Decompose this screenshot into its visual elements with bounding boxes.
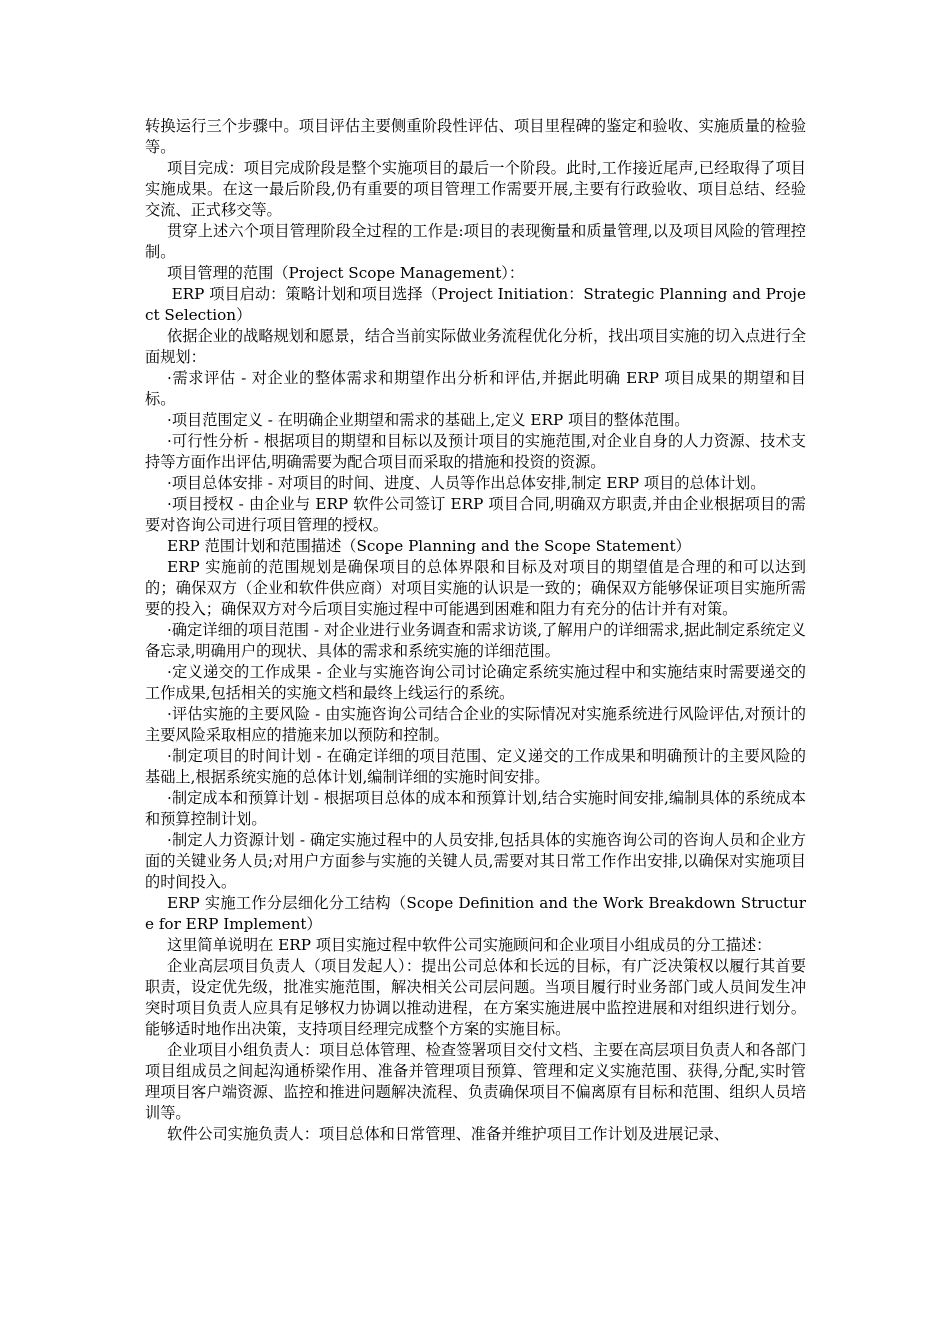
paragraph: ERP 实施前的范围规划是确保项目的总体界限和目标及对项目的期望值是合理的和可以达到的；确保双方（企业和软件供应商）对项目实施的认识是一致的；确保双方能够保证项目实施所需要的投入；确保双方对今后项目实施过程中可能遇到困难和阻力有充分的估计并有对策。 — [145, 558, 806, 618]
paragraph: ERP 项目启动：策略计划和项目选择（Project Initiation：Strategic Planning and Project Selection） — [145, 285, 806, 324]
paragraph: ·制定人力资源计划 - 确定实施过程中的人员安排,包括具体的实施咨询公司的咨询人员和企业方面的关键业务人员;对用户方面参与实施的关键人员,需要对其日常工作作出安排,以确保对实施项目的时间投入。 — [145, 831, 806, 891]
paragraph: ·项目授权 - 由企业与 ERP 软件公司签订 ERP 项目合同,明确双方职责,并由企业根据项目的需要对咨询公司进行项目管理的授权。 — [145, 495, 806, 534]
paragraph: 软件公司实施负责人：项目总体和日常管理、准备并维护项目工作计划及进展记录、 — [167, 1125, 729, 1143]
paragraph: ·定义递交的工作成果 - 企业与实施咨询公司讨论确定系统实施过程中和实施结束时需要递交的工作成果,包括相关的实施文档和最终上线运行的系统。 — [145, 663, 806, 702]
paragraph: ·制定成本和预算计划 - 根据项目总体的成本和预算计划,结合实施时间安排,编制具体的系统成本和预算控制计划。 — [145, 789, 806, 828]
paragraph: ERP 范围计划和范围描述（Scope Planning and the Scope Statement） — [167, 537, 691, 555]
paragraph: 贯穿上述六个项目管理阶段全过程的工作是:项目的表现衡量和质量管理,以及项目风险的管理控制。 — [145, 222, 806, 261]
paragraph: ·可行性分析 - 根据项目的期望和目标以及预计项目的实施范围,对企业自身的人力资源、技术支持等方面作出评估,明确需要为配合项目而采取的措施和投资的资源。 — [145, 432, 806, 471]
document-body — [145, 116, 806, 1145]
paragraph: 项目管理的范围（Project Scope Management）： — [167, 264, 525, 282]
paragraph: 企业项目小组负责人：项目总体管理、检查签署项目交付文档、主要在高层项目负责人和各部门项目组成员之间起沟通桥梁作用、准备并管理项目预算、管理和定义实施范围、获得,分配,实时管理项目客户端资源、监控和推进问题解决流程、负责确保项目不偏离原有目标和范围、组织人员培训等。 — [145, 1041, 806, 1122]
paragraph: 转换运行三个步骤中。项目评估主要侧重阶段性评估、项目里程碑的鉴定和验收、实施质量的检验等。 — [145, 117, 806, 156]
paragraph: 企业高层项目负责人（项目发起人）：提出公司总体和长远的目标，有广泛决策权以履行其首要职责，设定优先级，批准实施范围，解决相关公司层问题。当项目履行时业务部门或人员间发生冲突时项目负责人应具有足够权力协调以推动进程，在方案实施进展中监控进展和对组织进行划分。能够适时地作出决策，支持项目经理完成整个方案的实施目标。 — [145, 957, 806, 1038]
paragraph: ERP 实施工作分层细化分工结构（Scope Definition and the Work Breakdown Structure for ERP Implement） — [145, 894, 806, 933]
paragraph: ·项目总体安排 - 对项目的时间、进度、人员等作出总体安排,制定 ERP 项目的总体计划。 — [167, 474, 766, 492]
paragraph: ·确定详细的项目范围 - 对企业进行业务调查和需求访谈,了解用户的详细需求,据此制定系统定义备忘录,明确用户的现状、具体的需求和系统实施的详细范围。 — [145, 621, 806, 660]
paragraph: ·项目范围定义 - 在明确企业期望和需求的基础上,定义 ERP 项目的整体范围。 — [167, 411, 690, 429]
paragraph: ·需求评估 - 对企业的整体需求和期望作出分析和评估,并据此明确 ERP 项目成果的期望和目标。 — [145, 369, 806, 408]
paragraph: 项目完成：项目完成阶段是整个实施项目的最后一个阶段。此时,工作接近尾声,已经取得了项目实施成果。在这一最后阶段,仍有重要的项目管理工作需要开展,主要有行政验收、项目总结、经验交流、正式移交等。 — [145, 159, 806, 219]
paragraph: ·制定项目的时间计划 - 在确定详细的项目范围、定义递交的工作成果和明确预计的主要风险的基础上,根据系统实施的总体计划,编制详细的实施时间安排。 — [145, 747, 806, 786]
paragraph: 这里简单说明在 ERP 项目实施过程中软件公司实施顾问和企业项目小组成员的分工描述： — [167, 936, 772, 954]
paragraph: 依据企业的战略规划和愿景，结合当前实际做业务流程优化分析，找出项目实施的切入点进行全面规划： — [145, 327, 806, 366]
paragraph: ·评估实施的主要风险 - 由实施咨询公司结合企业的实际情况对实施系统进行风险评估,对预计的主要风险采取相应的措施来加以预防和控制。 — [145, 705, 806, 744]
